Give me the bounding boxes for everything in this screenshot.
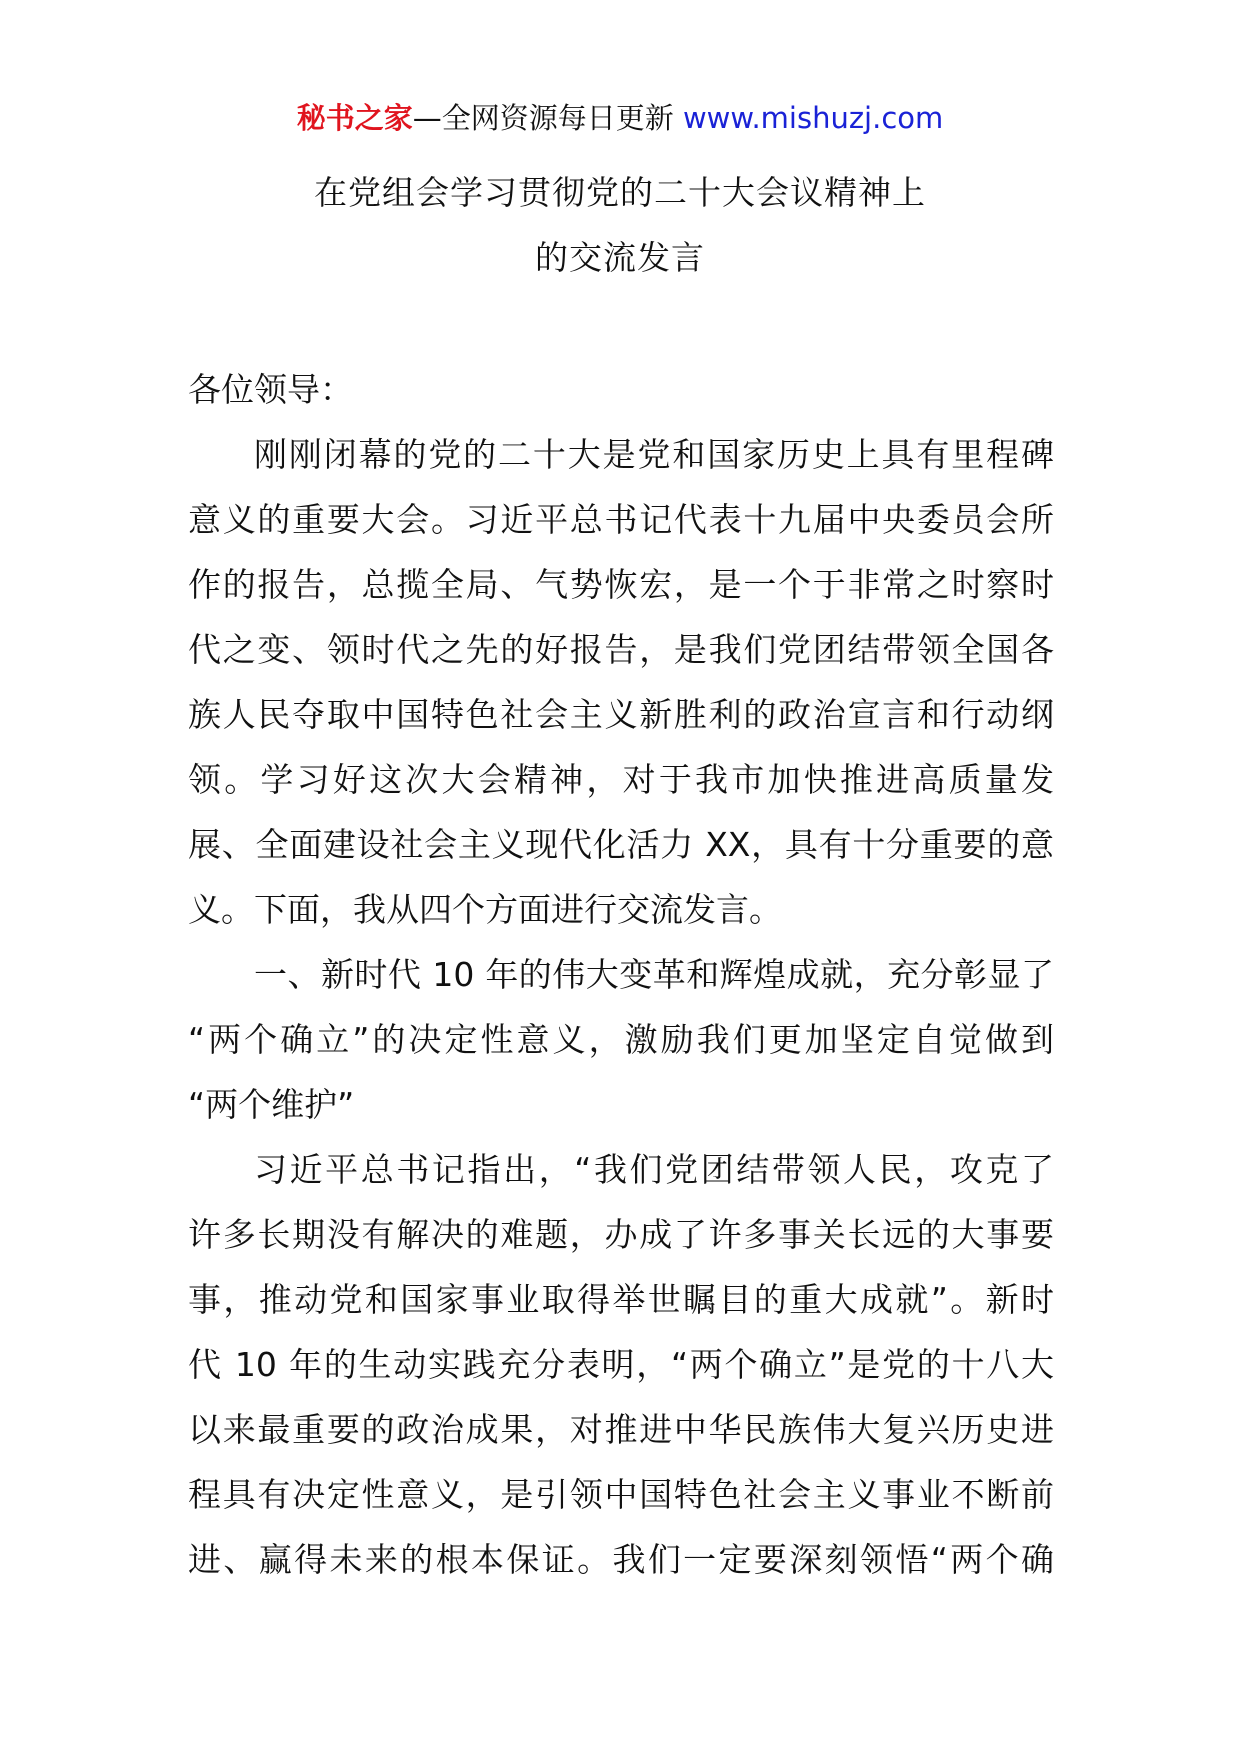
paragraph-line: 程具有决定性意义，是引领中国特色社会主义事业不断前: [188, 1475, 1054, 1514]
paragraph-line: 领。学习好这次大会精神，对于我市加快推进高质量发: [188, 760, 1054, 799]
heading-line: “两个维护”: [188, 1085, 355, 1124]
paragraph-intro: [188, 422, 1054, 942]
paragraph-line: 许多长期没有解决的难题，办成了许多事关长远的大事要: [188, 1215, 1054, 1254]
paragraph-line: 作的报告，总揽全局、气势恢宏，是一个于非常之时察时: [188, 565, 1054, 604]
section-heading-1: [188, 942, 1054, 1137]
paragraph-line: 刚刚闭幕的党的二十大是党和国家历史上具有里程碑: [254, 435, 1054, 474]
paragraph-line: 代 10 年的生动实践充分表明，“两个确立”是党的十八大: [188, 1345, 1054, 1384]
paragraph-line: 展、全面建设社会主义现代化活力 XX，具有十分重要的意: [188, 825, 1054, 864]
paragraph-line: 意义的重要大会。习近平总书记代表十九届中央委员会所: [188, 500, 1054, 539]
paragraph-line: 代之变、领时代之先的好报告，是我们党团结带领全国各: [188, 630, 1054, 669]
title-line: 在党组会学习贯彻党的二十大会议精神上: [314, 173, 926, 212]
paragraph-section-1: [188, 1137, 1054, 1592]
heading-line: “两个确立”的决定性意义，激励我们更加坚定自觉做到: [188, 1020, 1054, 1059]
paragraph-line: 进、赢得未来的根本保证。我们一定要深刻领悟“两个确: [188, 1540, 1054, 1579]
heading-line: 一、新时代 10 年的伟大变革和辉煌成就，充分彰显了: [254, 955, 1054, 994]
paragraph-line: 族人民夺取中国特色社会主义新胜利的政治宣言和行动纲: [188, 695, 1054, 734]
site-url-link[interactable]: www.mishuzj.com: [682, 101, 944, 135]
salutation: 各位领导：: [188, 370, 353, 409]
title-line: 的交流发言: [535, 238, 705, 277]
site-header: [0, 98, 1240, 138]
document-title: [170, 160, 1070, 290]
paragraph-line: 以来最重要的政治成果，对推进中华民族伟大复兴历史进: [188, 1410, 1054, 1449]
paragraph-line: 义。下面，我从四个方面进行交流发言。: [188, 890, 782, 929]
paragraph-line: 习近平总书记指出，“我们党团结带领人民，攻克了: [254, 1150, 1054, 1189]
brand-name: 秘书之家: [296, 101, 413, 135]
header-tagline: —全网资源每日更新: [412, 101, 683, 135]
paragraph-line: 事，推动党和国家事业取得举世瞩目的重大成就”。新时: [188, 1280, 1054, 1319]
document-body: [188, 357, 1054, 1592]
